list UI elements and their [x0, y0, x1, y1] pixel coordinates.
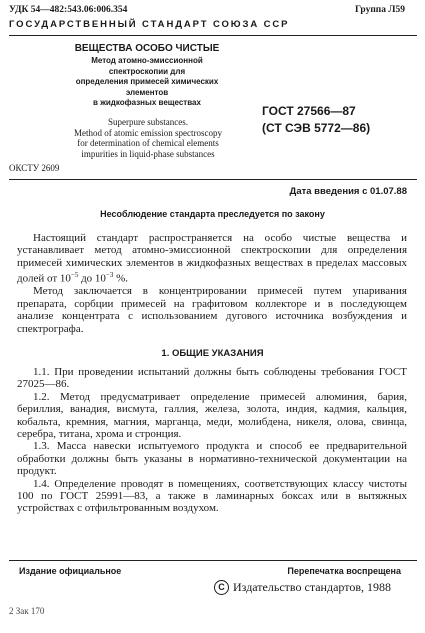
intro-date: Дата введения с 01.07.88: [289, 186, 407, 197]
violation-notice: Несоблюдение стандарта преследуется по закону: [100, 209, 325, 219]
copyright-icon: C: [214, 580, 229, 595]
group-code: Группа Л59: [354, 5, 405, 15]
title-main: ВЕЩЕСТВА ОСОБО ЧИСТЫЕ: [74, 43, 220, 54]
section-item: 1.3. Масса навески испытуемого продукта и способ ее предварительной обработки должны быть указаны в нормативно-технической документации на продукт.: [17, 440, 407, 478]
intro-p1-end: %.: [113, 272, 129, 285]
okstu-code: ОКСТУ 2609: [9, 163, 60, 173]
standard-banner: ГОСУДАРСТВЕННЫЙ СТАНДАРТ СОЮЗА ССР: [9, 19, 290, 30]
intro-p1-text: Настоящий стандарт распространяется на особо чистые вещества и устанавливает метод атомно-эмиссионной спектроскопии для определения примесей химических элементов в жидкофазных веществах в пределах массовых долей от 10: [17, 232, 407, 285]
intro-text: [17, 232, 407, 335]
gost-designation: [262, 103, 370, 137]
edition-label: Издание официальное: [19, 566, 122, 576]
header-rule: [9, 35, 417, 36]
exponent: −3: [105, 271, 114, 280]
title-en: [61, 117, 235, 159]
intro-paragraph-2: Метод заключается в концентрировании примесей путем упаривания препарата, сорбции примесей на графитовом коллекторе и в последующем анализе концентрата с использованием дугового источника возбуждения и спектрографа.: [17, 285, 407, 335]
title-en-line: Method of atomic emission spectroscopy: [74, 127, 222, 138]
intro-p1-mid: до 10: [78, 272, 106, 285]
publisher: [214, 580, 391, 595]
title-sub-line: в жидкофазных веществах: [93, 98, 201, 107]
gost-number: ГОСТ 27566—87: [262, 104, 356, 118]
section-item: 1.2. Метод предусматривает определение примесей алюминия, бария, бериллия, ванадия, висмута, галлия, железа, золота, индия, кадмия, кальция, кобальта, кремния, магния, марганца, меди, молибдена, никеля, олова, свинца, серебра, титана, хрома и стронция.: [17, 390, 407, 441]
section-item: 1.1. При проведении испытаний должны быть соблюдены требования ГОСТ 27025—86.: [17, 366, 407, 391]
exponent: −5: [70, 271, 79, 280]
intro-paragraph-1: [17, 232, 407, 285]
title-sub-line: Метод атомно-эмиссионной спектроскопии для: [91, 56, 203, 76]
title-rule: [9, 179, 417, 180]
order-number: 2 Зак 170: [9, 606, 45, 616]
section-item: 1.4. Определение проводят в помещениях, соответствующих классу чистоты 100 по ГОСТ 25991—83, а также в ламинарных боксах или в вытяжных устройствах с отфильтрованным воздухом.: [17, 477, 407, 515]
title-en-line: Superpure substances.: [108, 117, 188, 127]
footer-rule: [9, 560, 417, 561]
title-sub-line: определения примесей химических элементов: [75, 77, 219, 97]
title-ru: [66, 43, 228, 109]
udk-code: УДК 54—482:543.06:006.354: [9, 5, 128, 15]
reprint-notice: Перепечатка воспрещена: [287, 566, 401, 576]
section-body: [17, 366, 407, 515]
st-sev-number: (СТ СЭВ 5772—86): [262, 121, 371, 135]
section-title: 1. ОБЩИЕ УКАЗАНИЯ: [161, 348, 264, 359]
title-en-line: for determination of chemical elements: [77, 138, 219, 148]
publisher-name: Издательство стандартов, 1988: [233, 580, 391, 594]
title-en-line: impurities in liquid-phase substances: [81, 148, 215, 159]
